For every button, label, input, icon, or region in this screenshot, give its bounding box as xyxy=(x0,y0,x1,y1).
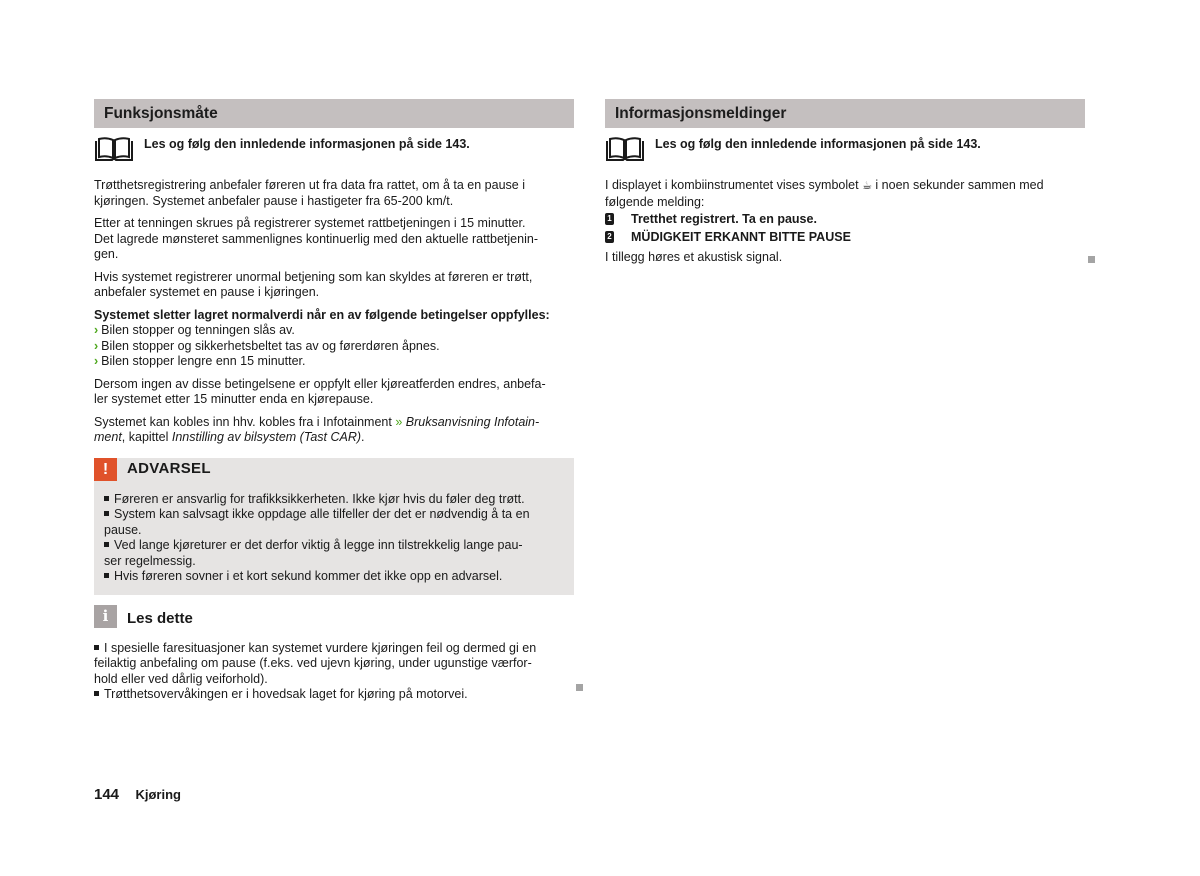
paragraph-abnormal: Hvis systemet registrerer unormal betjening som kan skyldes at føreren er trøtt, anbefaler systemet en pause i kjøringen. xyxy=(94,269,533,299)
message-item: 2 MÜDIGKEIT ERKANNT BITTE PAUSE xyxy=(605,228,1085,246)
page-footer xyxy=(94,786,181,804)
warning-item: Ved lange kjøreturer er det derfor viktig å legge inn tilstrekkelig lange pau- ser regelmessig. xyxy=(104,538,523,568)
page-number: 144 xyxy=(94,786,120,803)
section-heading-informasjonsmeldinger: Informasjonsmeldinger xyxy=(605,99,1085,128)
readme-notice xyxy=(605,136,1085,166)
note-item: I spesielle faresituasjoner kan systemet vurdere kjøringen feil og dermed gi en feilaktig anbefaling om pause (f.eks. ved ujevn kjøring, under ugunstige værfor- hold eller ved dårlig veiforhold). xyxy=(94,640,537,686)
note-header xyxy=(94,605,574,641)
condition-item: › Bilen stopper og tenningen slås av. xyxy=(94,323,295,337)
condition-item: › Bilen stopper lengre enn 15 minutter. xyxy=(94,354,306,368)
chevron-right-icon: › xyxy=(94,338,99,353)
warning-item: System kan salvsagt ikke oppdage alle tilfeller der det er nødvendig å ta en pause. xyxy=(104,507,530,537)
paragraph-acoustic: I tillegg høres et akustisk signal. xyxy=(605,250,783,264)
section-end-mark xyxy=(576,684,583,691)
paragraph-infotainment: Systemet kan kobles inn hhv. kobles fra i Infotainment » Bruksanvisning Infotain- ment, kapittel Innstilling av bilsystem (Tast CAR). xyxy=(94,414,540,444)
bullet-icon xyxy=(104,542,109,547)
warning-item: Hvis føreren sovner i et kort sekund kommer det ikke opp en advarsel. xyxy=(104,569,564,585)
warning-item: Føreren er ansvarlig for trafikksikkerheten. Ikke kjør hvis du føler deg trøtt. xyxy=(104,492,564,508)
warning-title: ADVARSEL xyxy=(127,459,211,477)
conditions-heading: Systemet sletter lagret normalverdi når en av følgende betingelser oppfylles: xyxy=(94,307,550,322)
bullet-icon xyxy=(104,496,109,501)
paragraph-new-pause: Dersom ingen av disse betingelsene er oppfylt eller kjøreatferden endres, anbefa- ler systemet etter 15 minutter enda en kjørepause. xyxy=(94,376,546,406)
display-variant-icon: 1 xyxy=(605,213,614,225)
note-body xyxy=(94,641,574,703)
paragraph-ignition: Etter at tenningen skrues på registrerer systemet rattbetjeningen i 15 minutter. Det lagrede mønsteret sammenlignes kontinuerlig med den aktuelle rattbetjenin- gen. xyxy=(94,216,538,261)
info-icon: i xyxy=(94,605,117,628)
chapter-name: Kjøring xyxy=(135,787,181,802)
readme-text: Les og følg den innledende informasjonen på side 143. xyxy=(144,137,470,151)
message-item: 1 Tretthet registrert. Ta en pause. xyxy=(605,210,1085,228)
warning-box xyxy=(94,458,574,595)
paragraph-display: I displayet i kombiinstrumentet vises symbolet ☕ i noen sekunder sammen med følgende melding: xyxy=(605,178,1044,209)
left-column xyxy=(94,99,574,703)
bullet-icon xyxy=(94,645,99,650)
chevron-right-icon: › xyxy=(94,354,99,368)
chevron-right-icon: › xyxy=(94,323,99,337)
note-item: Trøtthetsovervåkingen er i hovedsak laget for kjøring på motorvei. xyxy=(94,687,574,703)
bullet-icon xyxy=(94,691,99,696)
section-heading-funksjonsmate: Funksjonsmåte xyxy=(94,99,574,128)
reference-arrow[interactable]: » xyxy=(395,414,403,429)
book-icon xyxy=(605,136,645,162)
readme-text: Les og følg den innledende informasjonen på side 143. xyxy=(655,137,981,151)
paragraph-intro: Trøtthetsregistrering anbefaler føreren ut fra data fra rattet, om å ta en pause i kjøringen. Systemet anbefaler pause i hastigeter fra 65-200 km/t. xyxy=(94,178,525,208)
condition-item: › Bilen stopper og sikkerhetsbeltet tas av og førerdøren åpnes. xyxy=(94,338,440,353)
book-icon xyxy=(94,136,134,162)
bullet-icon xyxy=(104,573,109,578)
coffee-cup-icon: ☕ xyxy=(862,180,872,192)
section-end-mark xyxy=(1088,256,1095,263)
display-variant-icon: 2 xyxy=(605,231,614,243)
note-title: Les dette xyxy=(127,609,193,627)
reference-manual-link[interactable]: Bruksanvisning Infotain- xyxy=(405,414,540,429)
readme-notice xyxy=(94,136,574,166)
bullet-icon xyxy=(104,511,109,516)
reference-chapter-link[interactable]: Innstilling av bilsystem (Tast CAR) xyxy=(171,430,362,444)
warning-icon: ! xyxy=(94,458,117,481)
right-column xyxy=(605,99,1085,273)
